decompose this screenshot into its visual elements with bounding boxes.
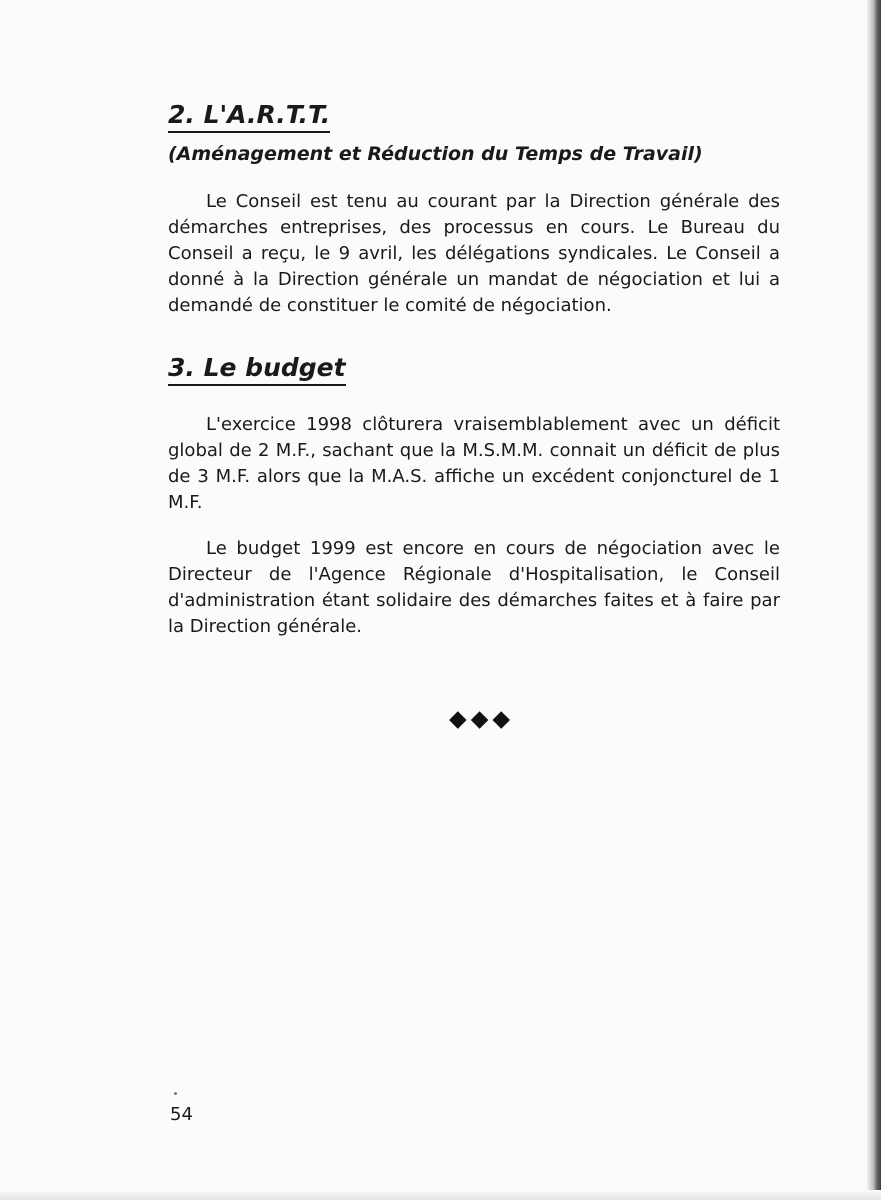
page-bottom-edge	[0, 1190, 881, 1200]
paragraph-budget-1999: Le budget 1999 est encore en cours de négociation avec le Directeur de l'Agence Régionale d'Hospitalisation, le Conseil d'administration étant solidaire des démarches faites et à faire par la Direction générale.	[168, 538, 780, 637]
paragraph-artt: Le Conseil est tenu au courant par la Direction générale des démarches entreprises, des processus en cours. Le Bureau du Conseil a reçu, le 9 avril, les délégations syndicales. Le Conseil a donné à la Direction générale un mandat de négociation et lui a demandé de constituer le comité de négociation.	[168, 191, 780, 316]
page-content	[168, 100, 780, 640]
paragraph-budget-1998: L'exercice 1998 clôturera vraisemblablement avec un déficit global de 2 M.F., sachant que la M.S.M.M. connait un déficit de plus de 3 M.F. alors que la M.A.S. affiche un excédent conjoncturel de 1 M.F.	[168, 414, 780, 513]
ink-speck	[174, 1092, 177, 1095]
section-end-ornament: ◆◆◆	[449, 706, 515, 732]
section-artt	[168, 100, 780, 319]
section-budget	[168, 353, 780, 640]
book-binding-edge	[867, 0, 881, 1200]
section-title-budget: 3. Le budget	[168, 353, 346, 386]
section-subtitle-artt: (Aménagement et Réduction du Temps de Travail)	[168, 143, 703, 165]
section-title-artt: 2. L'A.R.T.T.	[168, 100, 330, 133]
page-number: 54	[170, 1104, 193, 1125]
